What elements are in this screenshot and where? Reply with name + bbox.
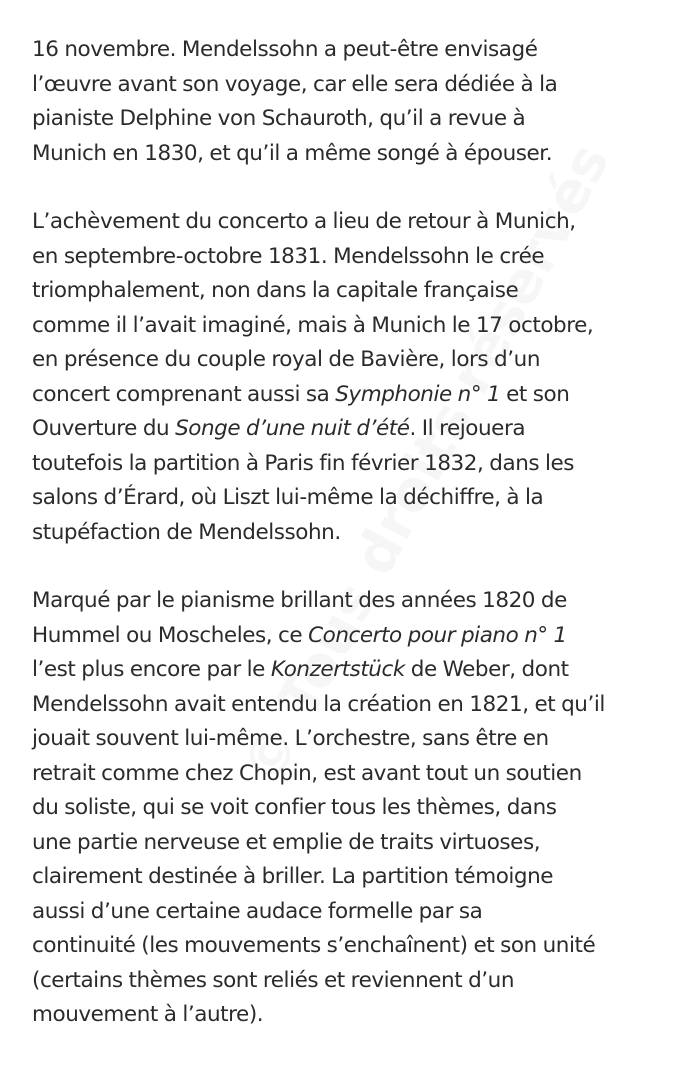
text-run: Mendelssohn avait entendu la création en 1821, et qu’il bbox=[32, 691, 605, 717]
text-line bbox=[32, 481, 652, 516]
text-line bbox=[32, 619, 652, 654]
text-line bbox=[32, 860, 652, 895]
italic-title: Concerto pour piano n° 1 bbox=[308, 622, 567, 648]
text-line bbox=[32, 688, 652, 723]
text-line bbox=[32, 516, 652, 551]
text-line bbox=[32, 137, 652, 172]
text-run: clairement destinée à briller. La partition témoigne bbox=[32, 864, 554, 889]
text-line bbox=[32, 826, 652, 861]
paragraph-gap bbox=[32, 171, 652, 205]
text-line bbox=[32, 68, 652, 103]
text-run: du soliste, qui se voit confier tous les thèmes, dans bbox=[32, 795, 557, 820]
italic-title: Symphonie n° 1 bbox=[335, 381, 501, 407]
text-run: retrait comme chez Chopin, est avant tout un soutien bbox=[32, 760, 582, 786]
paragraph-gap bbox=[32, 550, 652, 584]
text-run: en présence du couple royal de Bavière, lors d’un bbox=[32, 347, 540, 372]
text-line bbox=[32, 895, 652, 930]
text-line bbox=[32, 240, 652, 275]
article-body bbox=[32, 33, 652, 1033]
text-run: Hummel ou Moscheles, ce bbox=[32, 622, 309, 648]
text-run: et son bbox=[500, 381, 570, 407]
text-run: triomphalement, non dans la capitale française bbox=[32, 278, 519, 303]
italic-title: Songe d’une nuit d’été bbox=[175, 416, 410, 441]
text-run: toutefois la partition à Paris fin février 1832, dans les bbox=[32, 450, 575, 476]
text-run: Marqué par le pianisme brillant des années 1820 de bbox=[32, 588, 567, 613]
text-run: de Weber, dont bbox=[404, 657, 569, 682]
text-line bbox=[32, 343, 652, 378]
text-run: L’achèvement du concerto a lieu de retour à Munich, bbox=[32, 209, 576, 234]
text-run: une partie nerveuse et emplie de traits virtuoses, bbox=[32, 829, 541, 855]
text-line bbox=[32, 757, 652, 792]
text-run: comme il l’avait imaginé, mais à Munich le 17 octobre, bbox=[32, 312, 594, 338]
text-run: en septembre-octobre 1831. Mendelssohn le crée bbox=[32, 243, 545, 269]
text-run: pianiste Delphine von Schauroth, qu’il a revue à bbox=[32, 106, 526, 131]
text-line bbox=[32, 102, 652, 137]
text-run: jouait souvent lui-même. L’orchestre, sans être en bbox=[32, 726, 549, 751]
text-run: . Il rejouera bbox=[409, 416, 526, 441]
text-line bbox=[32, 412, 652, 447]
text-run: (certains thèmes sont reliés et reviennent d’un bbox=[32, 967, 515, 993]
text-line bbox=[32, 447, 652, 482]
text-line bbox=[32, 274, 652, 309]
text-line bbox=[32, 653, 652, 688]
text-line bbox=[32, 33, 652, 68]
text-run: concert comprenant aussi sa bbox=[32, 381, 336, 407]
text-line bbox=[32, 791, 652, 826]
text-run: l’est plus encore par le bbox=[32, 657, 271, 682]
paragraph-2 bbox=[32, 205, 652, 550]
text-line bbox=[32, 964, 652, 999]
text-run: continuité (les mouvements s’enchaînent) et son unité bbox=[32, 933, 596, 958]
text-line bbox=[32, 378, 652, 413]
paragraph-3 bbox=[32, 584, 652, 1033]
italic-title: Konzertstück bbox=[270, 657, 405, 682]
text-line bbox=[32, 929, 652, 964]
text-run: Munich en 1830, et qu’il a même songé à épouser. bbox=[32, 140, 553, 166]
text-run: aussi d’une certaine audace formelle par sa bbox=[32, 898, 483, 924]
text-line bbox=[32, 205, 652, 240]
text-run: mouvement à l’autre). bbox=[32, 1002, 264, 1027]
text-line bbox=[32, 998, 652, 1033]
text-run: Ouverture du bbox=[32, 416, 176, 441]
text-run: l’œuvre avant son voyage, car elle sera dédiée à la bbox=[32, 71, 558, 97]
text-run: stupéfaction de Mendelssohn. bbox=[32, 519, 341, 545]
text-line bbox=[32, 584, 652, 619]
text-run: 16 novembre. Mendelssohn a peut-être envisagé bbox=[32, 37, 538, 62]
text-line bbox=[32, 722, 652, 757]
text-run: salons d’Érard, où Liszt lui-même la déchiffre, à la bbox=[32, 485, 544, 510]
paragraph-1 bbox=[32, 33, 652, 171]
text-line bbox=[32, 309, 652, 344]
